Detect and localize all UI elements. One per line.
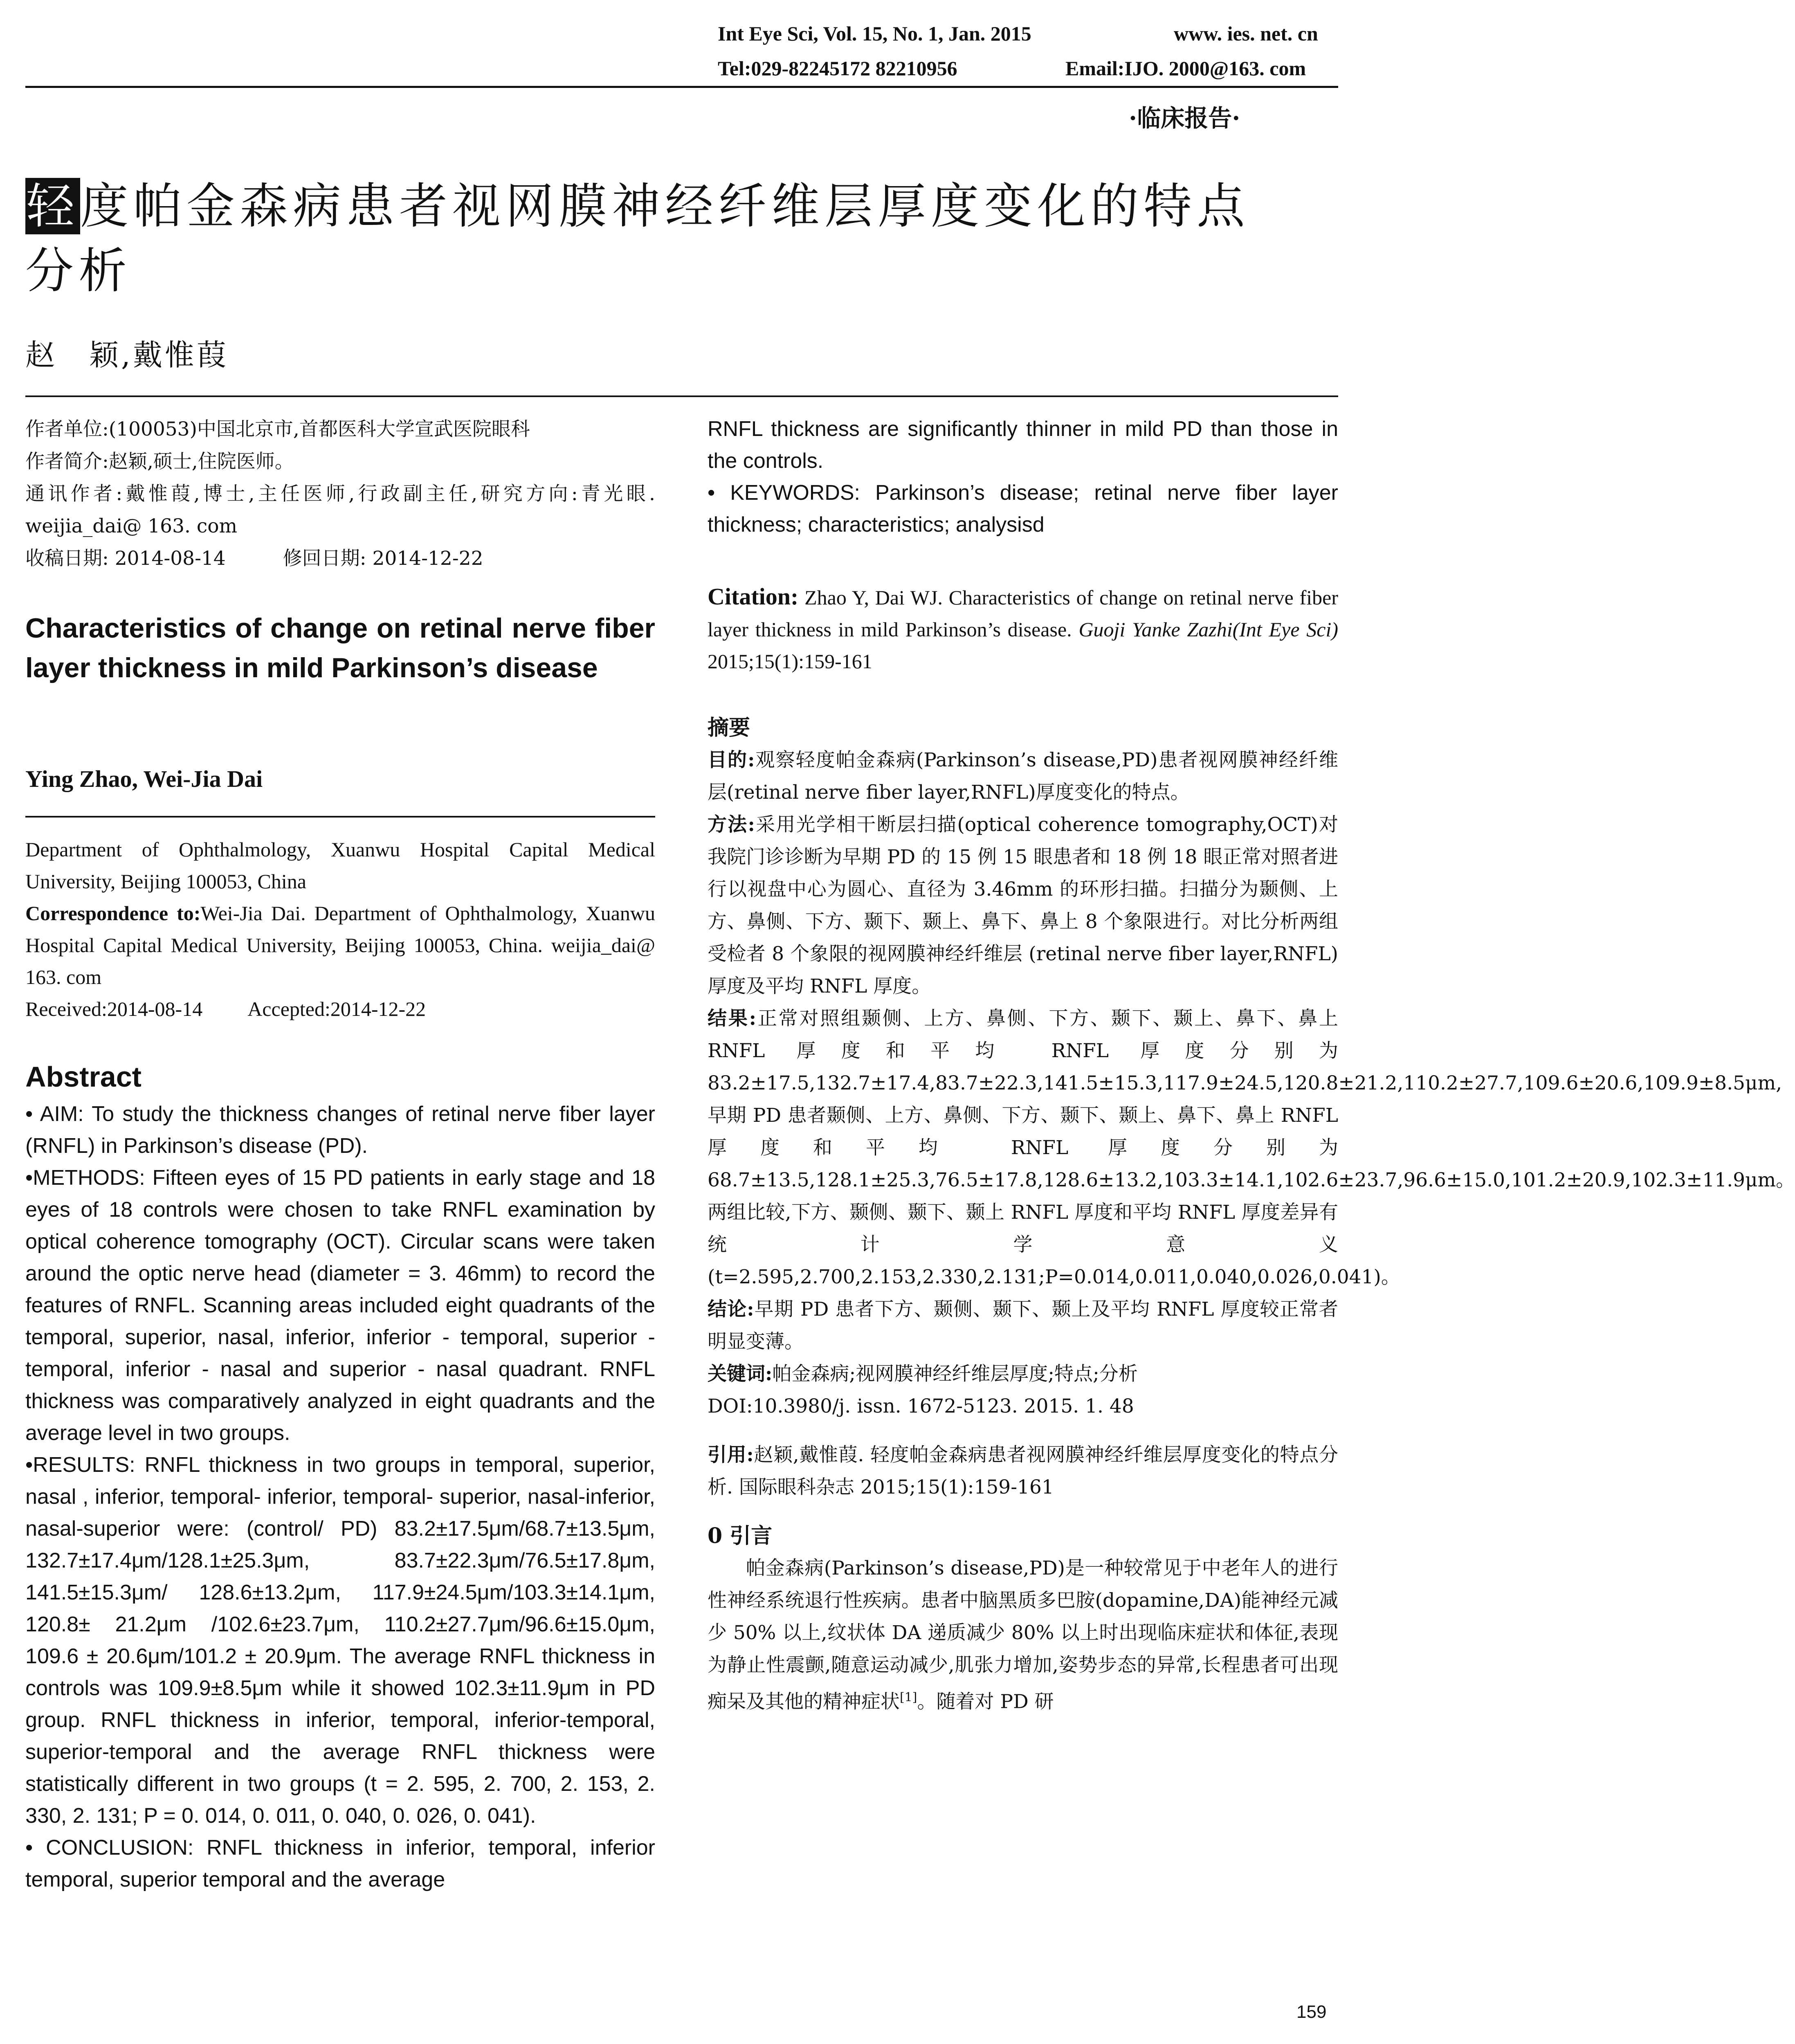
abstract-conclusion: • CONCLUSION: RNFL thickness in inferior, temporal, inferior temporal, superior temporal and the average [25, 1836, 655, 1891]
summary-results [708, 1002, 1795, 1293]
authors-cn: 赵 颖,戴惟葭 [25, 338, 229, 372]
correspondence-en [25, 897, 655, 993]
abstract-continued [708, 413, 1338, 541]
abstract-aim: • AIM: To study the thickness changes of retinal nerve fiber layer (RNFL) in Parkinson’s disease (PD). [25, 1102, 655, 1158]
bio-cn: 作者简介:赵颖,硕士,住院医师。 [25, 450, 294, 473]
summary-conclusion-label: 结论: [708, 1298, 754, 1321]
header-rule [25, 86, 1338, 88]
chinese-abstract [708, 712, 1795, 1718]
summary-methods-text: 采用光学相干断层扫描(optical coherence tomography,OCT)对我院门诊诊断为早期 PD 的 15 例 15 眼患者和 18 例 18 眼正常对照者进行以视盘中心为圆心、直径为 3.46mm 的环形扫描。扫描分为颞侧、上方、鼻侧、下方、颞下、颞上、鼻下、鼻上 8 个象限进行。对比分析两组受检者 8 个象限的视网膜神经纤维层 (retinal nerve fiber layer,RNFL)厚度及平均 RNFL 厚度。 [708, 813, 1338, 997]
intro-heading: 0 引言 [708, 1523, 773, 1548]
summary-methods-label: 方法: [708, 813, 755, 836]
correspondence-text: Wei-Jia Dai. Department of Ophthalmology, Xuanwu Hospital Capital Medical University, Beijing 100053, China. weijia_dai@ 163. com [25, 902, 655, 988]
journal-tel: Tel:029-82245172 82210956 [718, 57, 957, 80]
affiliation-block [25, 413, 655, 575]
cite-cn [708, 1439, 1338, 1503]
title-line2: 分析 [25, 243, 132, 299]
accepted-en: Accepted:2014-12-22 [247, 997, 426, 1020]
title-line1: 度帕金森病患者视网膜神经纤维层厚度变化的特点 [80, 178, 1250, 234]
journal-line: Int Eye Sci, Vol. 15, No. 1, Jan. 2015 [718, 22, 1031, 45]
dept-block [25, 833, 655, 1025]
received-en: Received:2014-08-14 [25, 997, 203, 1020]
conclusion-continued: RNFL thickness are significantly thinner in mild PD than those in the controls. [708, 417, 1338, 473]
dates-en [25, 993, 655, 1025]
citation-en [708, 581, 1338, 677]
affiliation-cn: 作者单位:(100053)中国北京市,首都医科大学宣武医院眼科 [25, 418, 530, 440]
summary-aim [708, 744, 1338, 809]
received-cn: 收稿日期: 2014-08-14 [25, 547, 226, 570]
summary-results-label: 结果: [708, 1007, 756, 1030]
revised-cn: 修回日期: 2014-12-22 [283, 547, 483, 570]
paper-title [25, 174, 1342, 303]
summary-conclusion-text: 早期 PD 患者下方、颞侧、颞下、颞上及平均 RNFL 厚度较正常者明显变薄。 [708, 1298, 1338, 1353]
summary-results-text: 正常对照组颞侧、上方、鼻侧、下方、颞下、颞上、鼻下、鼻上 RNFL 厚度和平均 RNFL 厚度分别为 83.2±17.5,132.7±17.4,83.7±22.3,141.5±15.3,117.9±24.5,120.8±21.2,110.2±27.7,109.6±20.6,109.9±8.5μm,早期 PD 患者颞侧、上方、鼻侧、下方、颞下、颞上、鼻下、鼻上 RNFL 厚度和平均 RNFL 厚度分别为 68.7±13.5,128.1±25.3,76.5±17.8,128.6±13.2,103.3±14.1,102.6±23.7,96.6±15.0,101.2±20.9,102.3±11.9μm。两组比较,下方、颞侧、颞下、颞上 RNFL 厚度和平均 RNFL 厚度差异有统计学意义(t=2.595,2.700,2.153,2.330,2.131;P=0.014,0.011,0.040,0.026,0.041)。 [708, 1007, 1795, 1288]
section-label: ·临床报告· [1129, 104, 1240, 132]
citation-journal: Guoji Yanke Zazhi(Int Eye Sci) [1078, 618, 1339, 641]
abstract-results: •RESULTS: RNFL thickness in two groups in temporal, superior, nasal , inferior, temporal- inferior, temporal- superior, nasal-inferior, nasal-superior were: (control/ PD) 83.2±17.5μm/68.7±13.5μm, 132.7±17.4μm/128.1±25.3μm, 83.7±22.3μm/76.5±17.8μm, 141.5±15.3μm/ 128.6±13.2μm, 117.9±24.5μm/103.3±14.1μm, 120.8± 21.2μm /102.6±23.7μm, 110.2±27.7μm/96.6±15.0μm, 109.6 ± 20.6μm/101.2 ± 20.9μm. The average RNFL thickness in controls was 109.9±8.5μm while it showed 102.3±11.9μm in PD group. RNFL thickness in inferior, temporal, inferior-temporal, superior-temporal and the average RNFL thickness were statistically different in two groups (t = 2. 595, 2. 700, 2. 153, 2. 330, 2. 131; P = 0. 014, 0. 011, 0. 040, 0. 026, 0. 041). [25, 1453, 655, 1828]
journal-website[interactable]: www. ies. net. cn [1174, 22, 1318, 45]
authors-rule [25, 816, 655, 818]
correspondence-label: Correspondence to: [25, 902, 201, 925]
summary-aim-label: 目的: [708, 749, 755, 771]
summary-conclusion [708, 1293, 1338, 1358]
dept-en: Department of Ophthalmology, Xuanwu Hospital Capital Medical University, Beijing 100053, China [25, 838, 655, 893]
summary-aim-text: 观察轻度帕金森病(Parkinson’s disease,PD)患者视网膜神经纤维层(retinal nerve fiber layer,RNFL)厚度变化的特点。 [708, 749, 1338, 804]
intro-tail: 。随着对 PD 研 [917, 1690, 1054, 1713]
citation-tail: 2015;15(1):159-161 [708, 650, 872, 673]
intro-text: 帕金森病(Parkinson’s disease,PD)是一种较常见于中老年人的进行性神经系统退行性疾病。患者中脑黑质多巴胺(dopamine,DA)能神经元减少 50% 以上,纹状体 DA 递质减少 80% 以上时出现临床症状和体征,表现为静止性震颤,随意运动减少,肌张力增加,姿势步态的异常,长程患者可出现痴呆及其他的精神症状 [708, 1557, 1338, 1713]
dates-cn [25, 542, 655, 575]
citation-text: Zhao Y, Dai WJ. Characteristics of change on retinal nerve fiber layer thickness in mild Parkinson’s disease. [708, 586, 1338, 641]
cite-cn-text: 赵颖,戴惟葭. 轻度帕金森病患者视网膜神经纤维层厚度变化的特点分析. 国际眼科杂志 2015;15(1):159-161 [708, 1444, 1338, 1498]
page-number: 159 [1296, 2002, 1327, 2022]
abstract-methods: •METHODS: Fifteen eyes of 15 PD patients in early stage and 18 eyes of 18 controls were chosen to take RNFL examination by optical coherence tomography (OCT). Circular scans were taken around the optic nerve head (diameter = 3. 46mm) to record the features of RNFL. Scanning areas included eight quadrants of the temporal, superior, nasal, inferior, inferior - temporal, superior - temporal, inferior - nasal and superior - nasal quadrant. RNFL thickness was comparatively analyzed in eight quadrants and the average level in two groups. [25, 1166, 655, 1445]
intro-paragraph [708, 1552, 1338, 1718]
title-en: Characteristics of change on retinal nerve fiber layer thickness in mild Parkinson’s disease [25, 613, 655, 683]
summary-keywords-label: 关键词: [708, 1363, 773, 1385]
keywords-en: • KEYWORDS: Parkinson’s disease; retinal nerve fiber layer thickness; characteristics; analysisd [708, 481, 1338, 537]
authors-en: Ying Zhao, Wei-Jia Dai [25, 766, 263, 792]
cite-cn-label: 引用: [708, 1444, 754, 1466]
abstract-body [25, 1098, 655, 1896]
summary-methods [708, 809, 1338, 1002]
doi[interactable]: DOI:10.3980/j. issn. 1672-5123. 2015. 1. 48 [708, 1395, 1134, 1417]
summary-keywords [708, 1358, 1338, 1390]
intro-reference[interactable]: [1] [900, 1690, 917, 1705]
title-rule [25, 395, 1338, 397]
correspondence-cn: 通讯作者:戴惟葭,博士,主任医师,行政副主任,研究方向:青光眼. weijia_dai@ 163. com [25, 483, 655, 537]
title-first-char: 轻 [26, 178, 80, 234]
journal-email[interactable]: Email:IJO. 2000@163. com [1065, 57, 1306, 80]
summary-heading: 摘要 [708, 715, 750, 740]
summary-keywords-text: 帕金森病;视网膜神经纤维层厚度;特点;分析 [772, 1363, 1138, 1385]
citation-label: Citation: [708, 583, 799, 610]
abstract-heading: Abstract [25, 1061, 142, 1093]
